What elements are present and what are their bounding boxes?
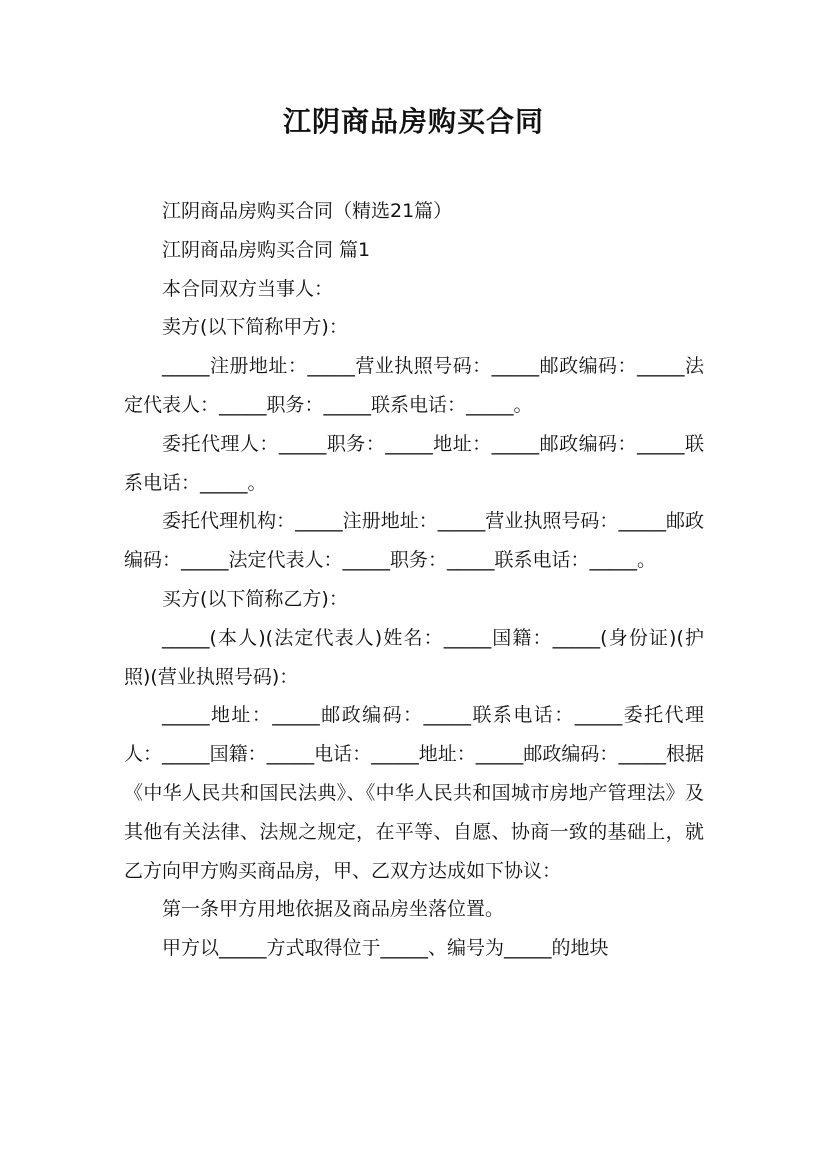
paragraph-seller-agent: 委托代理人：_____职务：_____地址：_____邮政编码：_____联系电话：_____。 <box>124 432 704 494</box>
document-body <box>124 192 704 968</box>
paragraph-buyer-identity: _____(本人)(法定代表人)姓名：_____国籍：_____(身份证)(护照)(营业执照号码)： <box>124 626 704 688</box>
document-title: 江阴商品房购买合同 <box>282 105 544 138</box>
paragraph-article-one: 第一条甲方用地依据及商品房坐落位置。 <box>162 898 505 921</box>
paragraph-subtitle: 江阴商品房购买合同（精选21篇） <box>162 200 453 222</box>
paragraph-buyer-label: 买方(以下简称乙方)： <box>162 587 348 610</box>
paragraph-seller-label: 卖方(以下简称甲方)： <box>162 316 348 339</box>
paragraph-section-heading: 江阴商品房购买合同 篇1 <box>162 238 371 261</box>
paragraph-seller-info: _____注册地址：_____营业执照号码：_____邮政编码：_____法定代表人：_____职务：_____联系电话：_____。 <box>124 355 704 416</box>
paragraph-seller-agency: 委托代理机构：_____注册地址：_____营业执照号码：_____邮政编码：_____法定代表人：_____职务：_____联系电话：_____。 <box>124 510 704 572</box>
paragraph-parties-intro: 本合同双方当事人： <box>162 277 334 300</box>
paragraph-buyer-contact-and-basis: _____地址：_____邮政编码：_____联系电话：_____委托代理人：_____国籍：_____电话：_____地址：_____邮政编码：_____根据《中华人民共和国民法典》、《中华人民共和国城市房地产管理法》及其他有关法律、法规之规定，在平等、自愿、协商一致的基础上，就乙方向甲方购买商品房，甲、乙双方达成如下协议： <box>124 704 704 882</box>
paragraph-article-one-detail: 甲方以_____方式取得位于_____、编号为_____的地块 <box>162 937 609 960</box>
